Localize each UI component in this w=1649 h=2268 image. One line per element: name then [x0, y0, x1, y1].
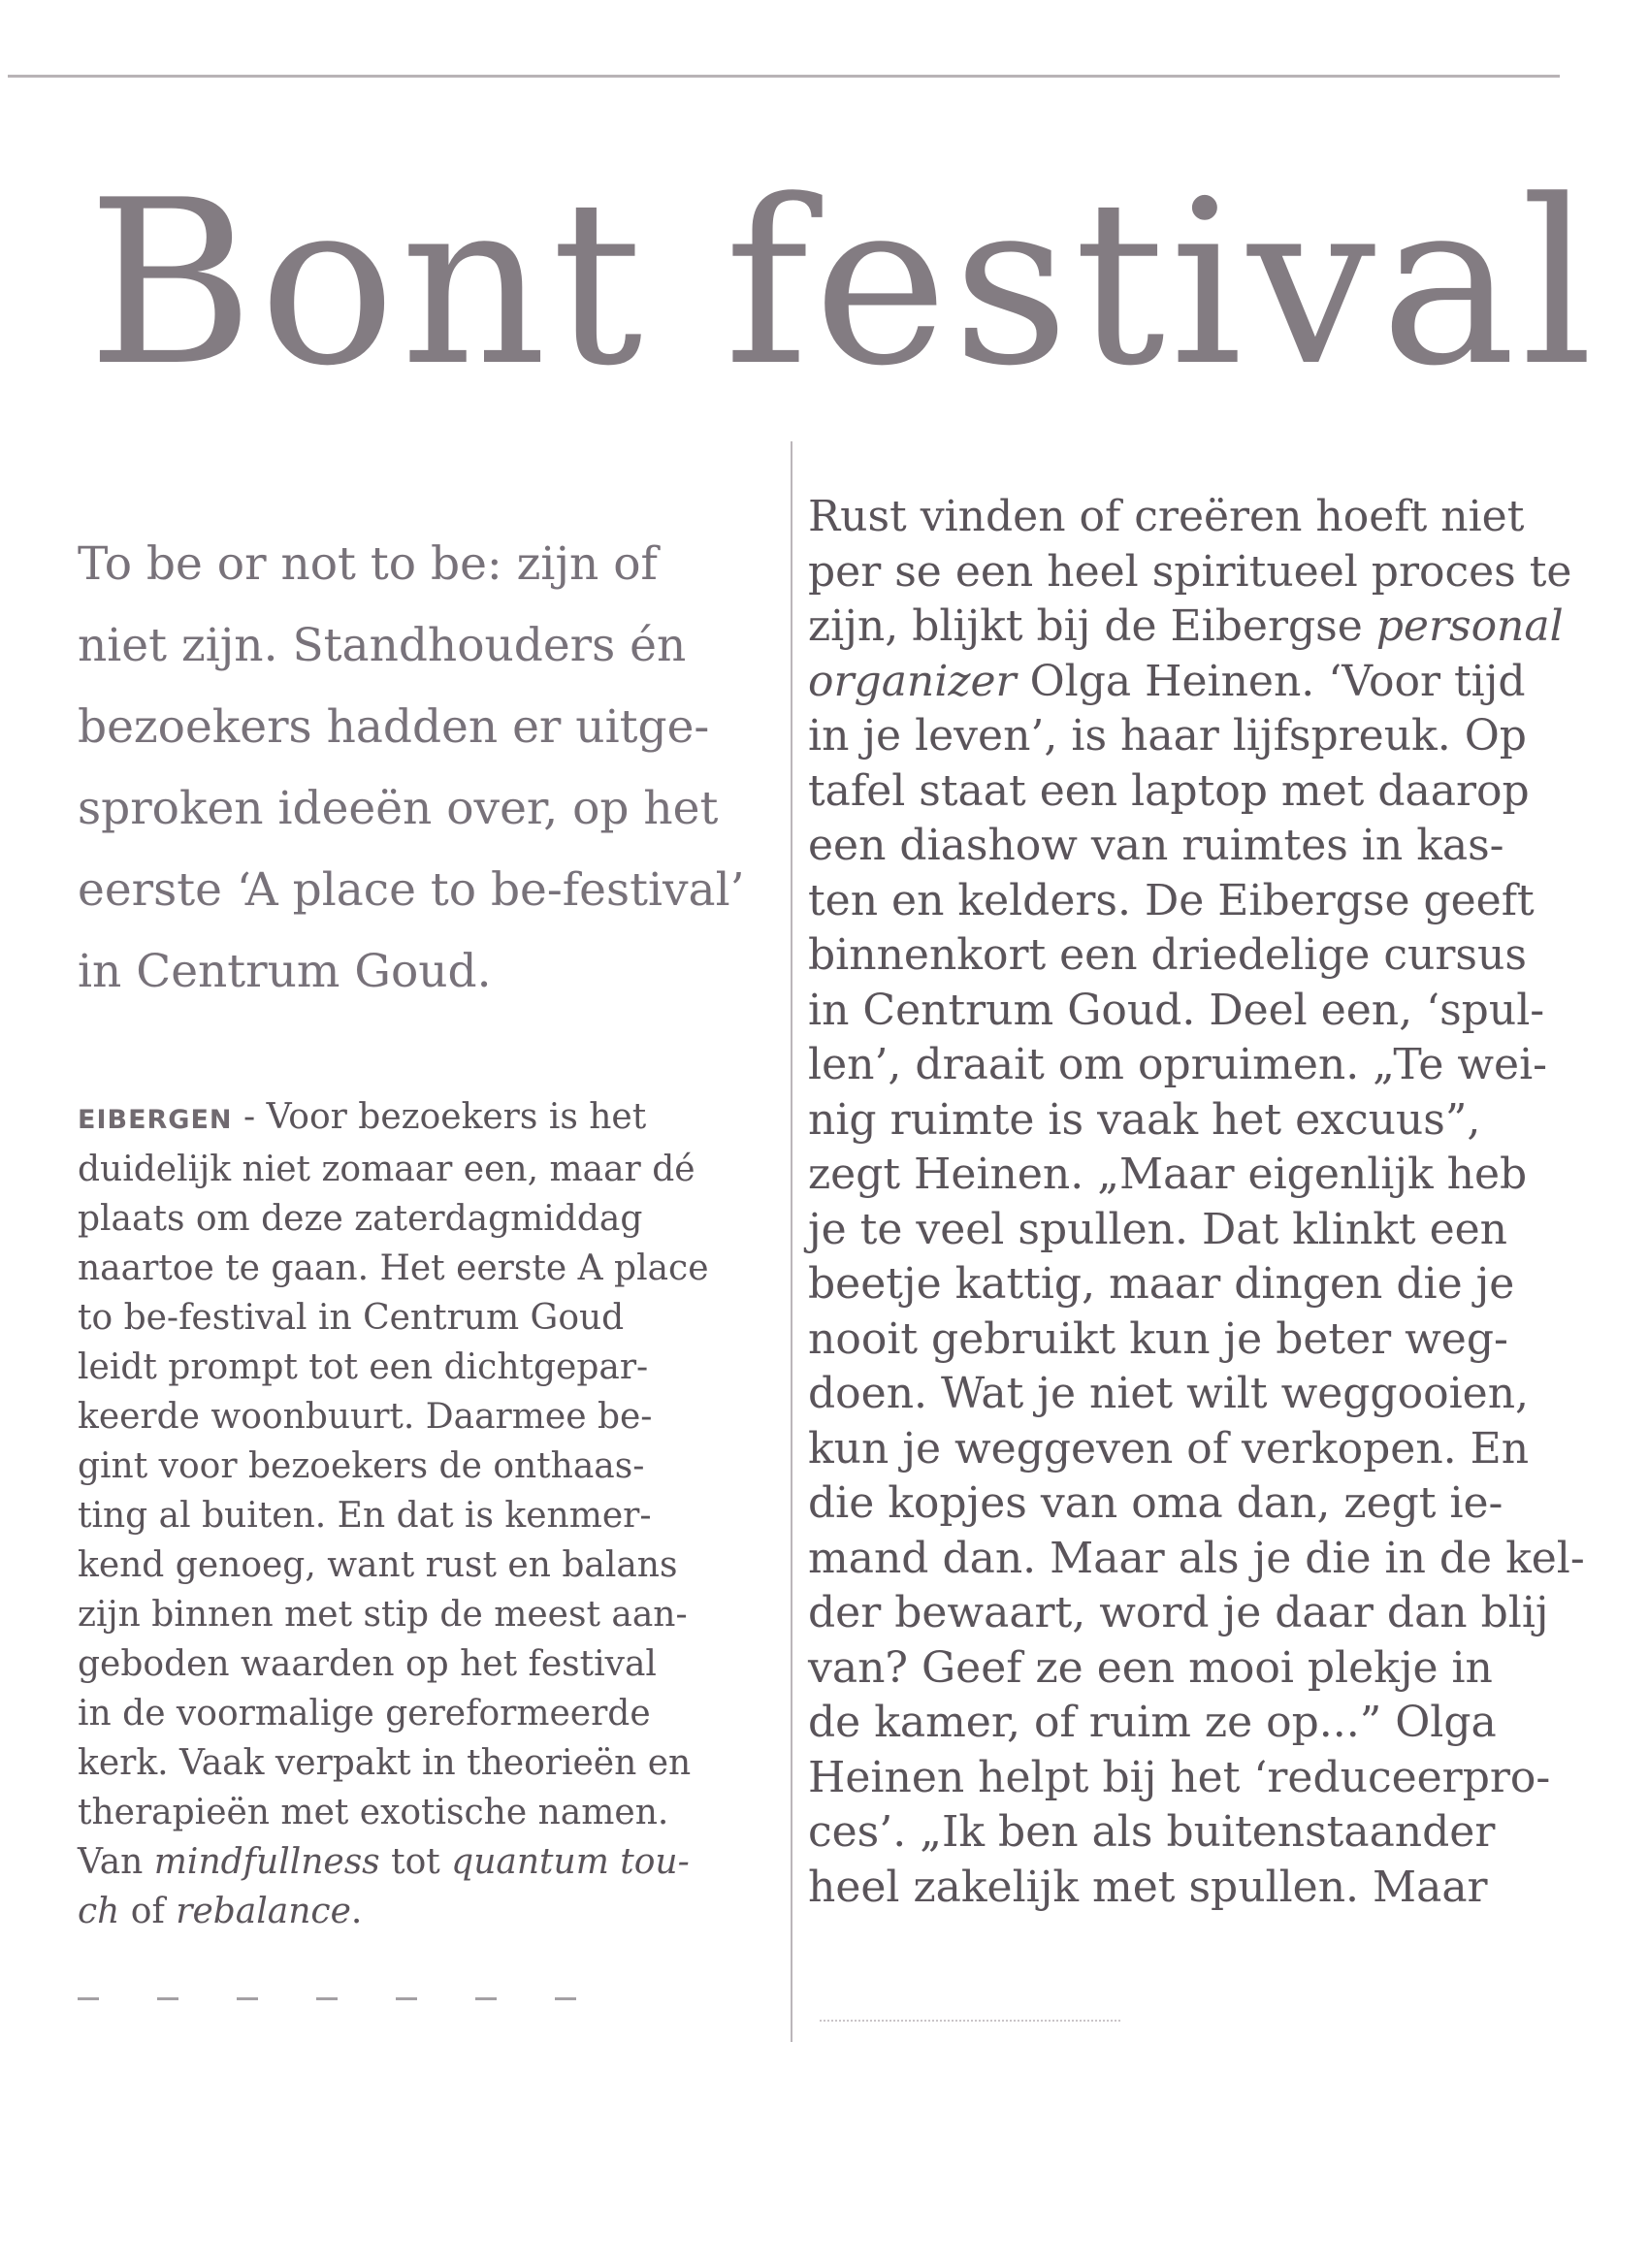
body-line-text: Olga Heinen. ‘Voor tijd [1016, 656, 1526, 706]
body-line: die kopjes van oma dan, zegt ie- [808, 1478, 1504, 1528]
body-line [78, 1837, 757, 1887]
italic-term-organizer: organizer [808, 656, 1017, 706]
body-line [78, 1092, 757, 1145]
body-line: beetje kattig, maar dingen die je [808, 1259, 1515, 1309]
body-line-text: Voor bezoekers is het [266, 1097, 647, 1137]
body-line: zegt Heinen. „Maar eigenlijk heb [808, 1150, 1528, 1199]
lead-line: bezoekers hadden er uitge- [78, 700, 710, 754]
body-line: len’, draait om opruimen. „Te wei- [808, 1040, 1548, 1089]
body-line: geboden waarden op het festival [78, 1644, 657, 1684]
body-line: der bewaart, word je daar dan blij [808, 1588, 1549, 1637]
body-line: zijn binnen met stip de meest aan- [78, 1595, 688, 1635]
body-line: binnenkort een driedelige cursus [808, 930, 1527, 980]
bottom-dotted-rule [820, 2020, 1120, 2022]
body-line: nig ruimte is vaak het excuus”, [808, 1094, 1481, 1145]
body-line-text: Van [78, 1842, 154, 1882]
body-line: therapieën met exotische namen. [78, 1793, 669, 1832]
body-line: kerk. Vaak verpakt in theorieën en [78, 1743, 692, 1783]
body-line: in de voormalige gereformeerde [78, 1694, 651, 1733]
italic-term-quantum-touch-end: ch [78, 1892, 120, 1931]
body-line: kun je weggeven of verkopen. En [808, 1423, 1530, 1474]
dateline: EIBERGEN [78, 1105, 233, 1135]
body-line: nooit gebruikt kun je beter weg- [808, 1313, 1508, 1364]
body-line: Rust vinden of creëren hoeft niet [808, 492, 1525, 541]
body-line-text: tot [379, 1842, 452, 1882]
left-column [78, 524, 757, 1936]
column-divider [791, 441, 792, 2042]
cut-off-text-line [78, 1987, 698, 2000]
body-line: ces’. „Ik ben als buitenstaander [808, 1807, 1496, 1857]
body-line: leidt prompt tot een dichtgepar- [78, 1347, 649, 1387]
body-line: ting al buiten. En dat is kenmer- [78, 1496, 652, 1536]
italic-term-personal: personal [1375, 601, 1564, 651]
body-line: gint voor bezoekers de onthaas- [78, 1446, 645, 1486]
body-line: per se een heel spiritueel proces te [808, 546, 1572, 597]
right-column [808, 490, 1585, 1915]
body-line: heel zakelijk met spullen. Maar [808, 1862, 1488, 1912]
body-line: een diashow van ruimtes in kas- [808, 821, 1504, 870]
lead-paragraph [78, 524, 757, 1013]
body-line: ten en kelders. De Eibergse geeft [808, 875, 1535, 925]
body-line: je te veel spullen. Dat klinkt een [808, 1204, 1508, 1254]
lead-line: sproken ideeën over, op het [78, 782, 719, 835]
body-line: kend genoeg, want rust en balans [78, 1545, 678, 1585]
body-line [78, 1887, 757, 1936]
lead-line: eerste ‘A place to be-festival’ [78, 863, 745, 917]
body-line-text: of [119, 1892, 177, 1931]
dateline-dash: - [232, 1097, 267, 1137]
italic-term-mindfullness: mindfullness [153, 1842, 380, 1882]
body-line: tafel staat een laptop met daarop [808, 765, 1530, 816]
body-line [808, 599, 1565, 655]
top-rule [8, 75, 1560, 78]
body-line: keerde woonbuurt. Daarmee be- [78, 1397, 653, 1437]
lead-line: To be or not to be: zijn of [78, 537, 658, 591]
italic-term-quantum-touch: quantum tou- [451, 1842, 690, 1882]
right-body-text [808, 490, 1585, 1915]
body-line: Heinen helpt bij het ‘reduceerpro- [808, 1752, 1551, 1802]
italic-term-rebalance: rebalance [176, 1892, 351, 1931]
body-line [808, 655, 1565, 710]
body-line: in je leven’, is haar lijfspreuk. Op [808, 711, 1527, 761]
left-body-text [78, 1092, 757, 1936]
body-line: van? Geef ze een mooi plekje in [808, 1642, 1493, 1693]
body-line: to be-festival in Centrum Goud [78, 1298, 625, 1338]
body-line-text: zijn, blijkt bij de Eibergse [808, 601, 1376, 651]
body-line: naartoe te gaan. Het eerste A place [78, 1248, 709, 1288]
body-line: de kamer, of ruim ze op...” Olga [808, 1698, 1497, 1747]
body-line: in Centrum Goud. Deel een, ‘spul- [808, 985, 1545, 1035]
body-line: plaats om deze zaterdagmiddag [78, 1199, 643, 1239]
lead-line: in Centrum Goud. [78, 945, 492, 998]
body-line: duidelijk niet zomaar een, maar dé [78, 1150, 695, 1189]
lead-line: niet zijn. Standhouders én [78, 619, 687, 672]
body-line: mand dan. Maar als je die in de kel- [808, 1533, 1585, 1583]
body-line: doen. Wat je niet wilt weggooien, [808, 1369, 1530, 1418]
headline: Bont festival [87, 152, 1599, 416]
body-line-text: . [350, 1892, 363, 1931]
